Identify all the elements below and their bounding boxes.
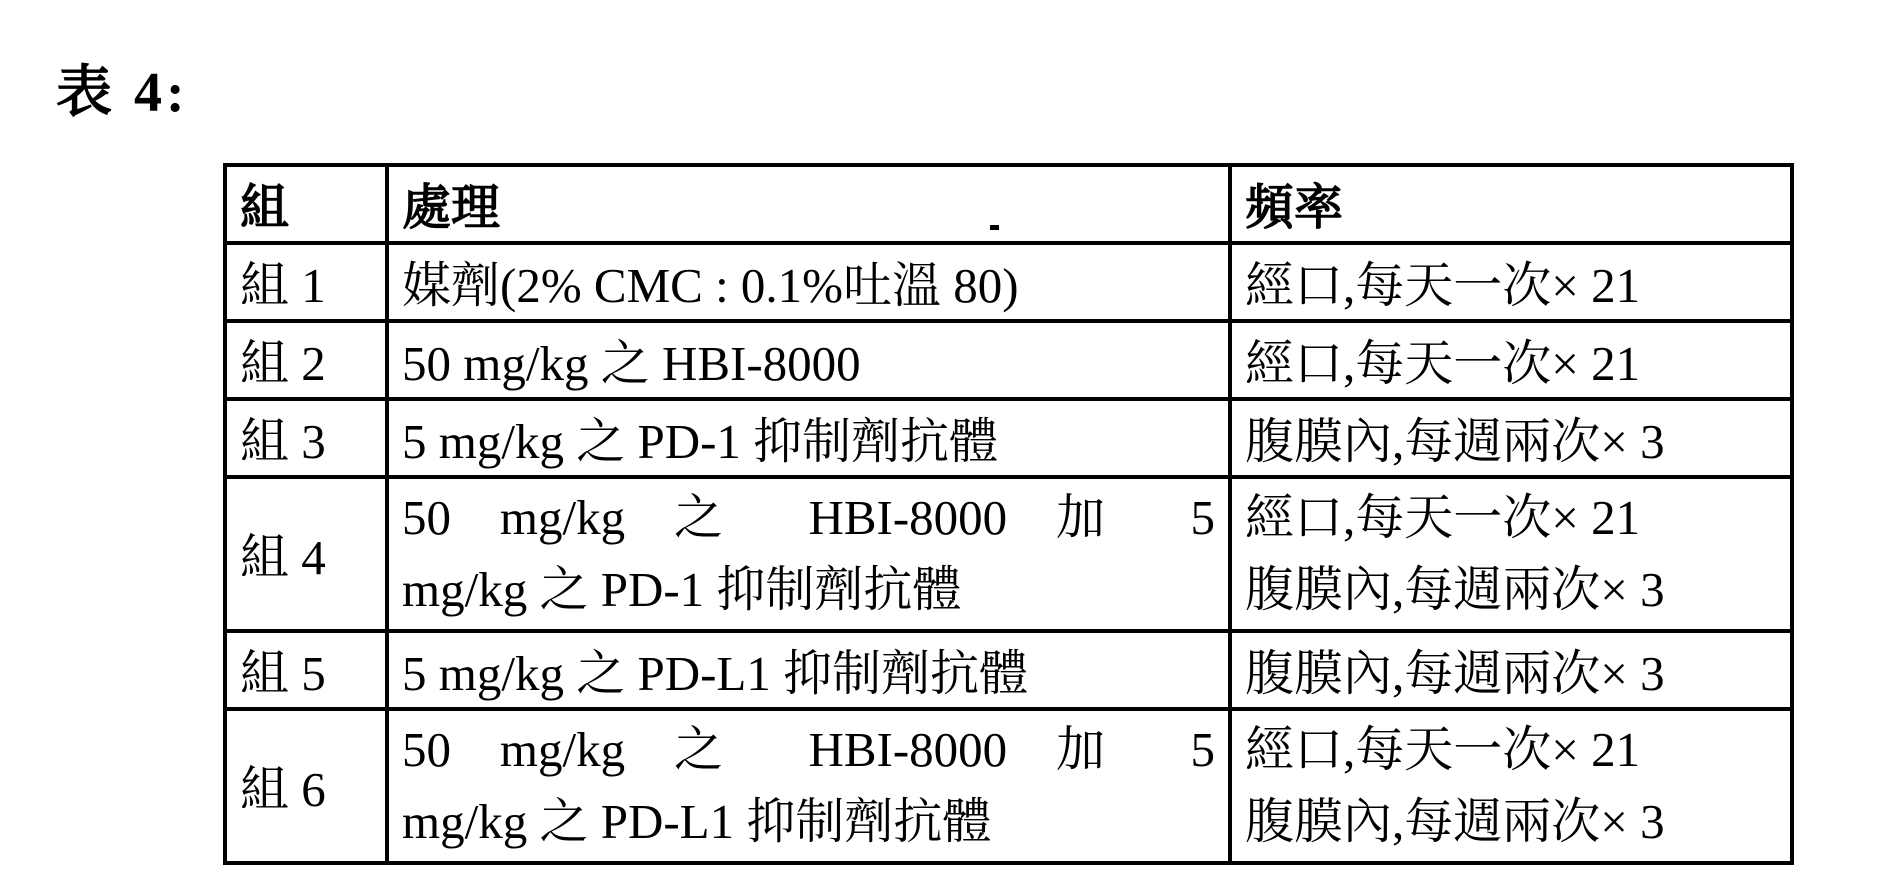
group-label: 組 4	[240, 530, 326, 585]
frequency-text-line1: 經口,每天一次× 21	[1245, 722, 1641, 777]
group-cell	[225, 321, 387, 399]
group-cell	[225, 709, 387, 863]
treatment-text: 5 mg/kg 之 PD-L1 抑制劑抗體	[402, 646, 1029, 701]
groups-table-container	[223, 163, 1794, 865]
group-cell	[225, 399, 387, 477]
frequency-text-line1: 經口,每天一次× 21	[1245, 490, 1641, 545]
frequency-text: 腹膜內,每週兩次× 3	[1245, 414, 1665, 469]
treatment-text-line1: 50 mg/kg 之 HBI-8000 加 5	[402, 490, 1215, 545]
column-header-group: 組	[225, 165, 387, 243]
frequency-cell	[1230, 709, 1792, 863]
treatment-text-line2: mg/kg 之 PD-L1 抑制劑抗體	[402, 794, 992, 849]
treatment-text-line2: mg/kg 之 PD-1 抑制劑抗體	[402, 562, 962, 617]
treatment-text: 50 mg/kg 之 HBI-8000	[402, 336, 861, 391]
frequency-text-line2: 腹膜內,每週兩次× 3	[1245, 562, 1665, 617]
table-row-group3	[225, 399, 1792, 477]
treatment-cell	[387, 321, 1230, 399]
group-cell	[225, 477, 387, 631]
table-header	[225, 165, 1792, 243]
column-header-frequency: 頻率	[1230, 165, 1792, 243]
table-row-group2	[225, 321, 1792, 399]
treatment-cell	[387, 399, 1230, 477]
group-label: 組 2	[240, 336, 326, 391]
page-title: 表 4:	[56, 62, 189, 124]
treatment-text: 媒劑(2% CMC : 0.1%吐溫 80)	[402, 258, 1019, 313]
group-label: 組 6	[240, 762, 326, 817]
table-row-group6	[225, 709, 1792, 863]
group-cell	[225, 243, 387, 321]
frequency-text: 經口,每天一次× 21	[1245, 336, 1641, 391]
frequency-text: 經口,每天一次× 21	[1245, 258, 1641, 313]
frequency-cell	[1230, 243, 1792, 321]
frequency-cell	[1230, 631, 1792, 709]
table-row-group1	[225, 243, 1792, 321]
treatment-cell	[387, 709, 1230, 863]
group-label: 組 5	[240, 646, 326, 701]
treatment-cell	[387, 477, 1230, 631]
frequency-text: 腹膜內,每週兩次× 3	[1245, 646, 1665, 701]
table-body	[225, 243, 1792, 863]
table-row-group4	[225, 477, 1792, 631]
frequency-cell	[1230, 399, 1792, 477]
frequency-cell	[1230, 477, 1792, 631]
treatment-text-line1: 50 mg/kg 之 HBI-8000 加 5	[402, 722, 1215, 777]
treatment-text: 5 mg/kg 之 PD-1 抑制劑抗體	[402, 414, 999, 469]
table-row-group5	[225, 631, 1792, 709]
groups-table	[223, 163, 1794, 865]
column-header-treatment: 處理	[387, 165, 1230, 243]
group-label: 組 3	[240, 414, 326, 469]
group-cell	[225, 631, 387, 709]
frequency-cell	[1230, 321, 1792, 399]
treatment-cell	[387, 243, 1230, 321]
group-label: 組 1	[240, 258, 326, 313]
header-row	[225, 165, 1792, 243]
frequency-text-line2: 腹膜內,每週兩次× 3	[1245, 794, 1665, 849]
treatment-cell	[387, 631, 1230, 709]
